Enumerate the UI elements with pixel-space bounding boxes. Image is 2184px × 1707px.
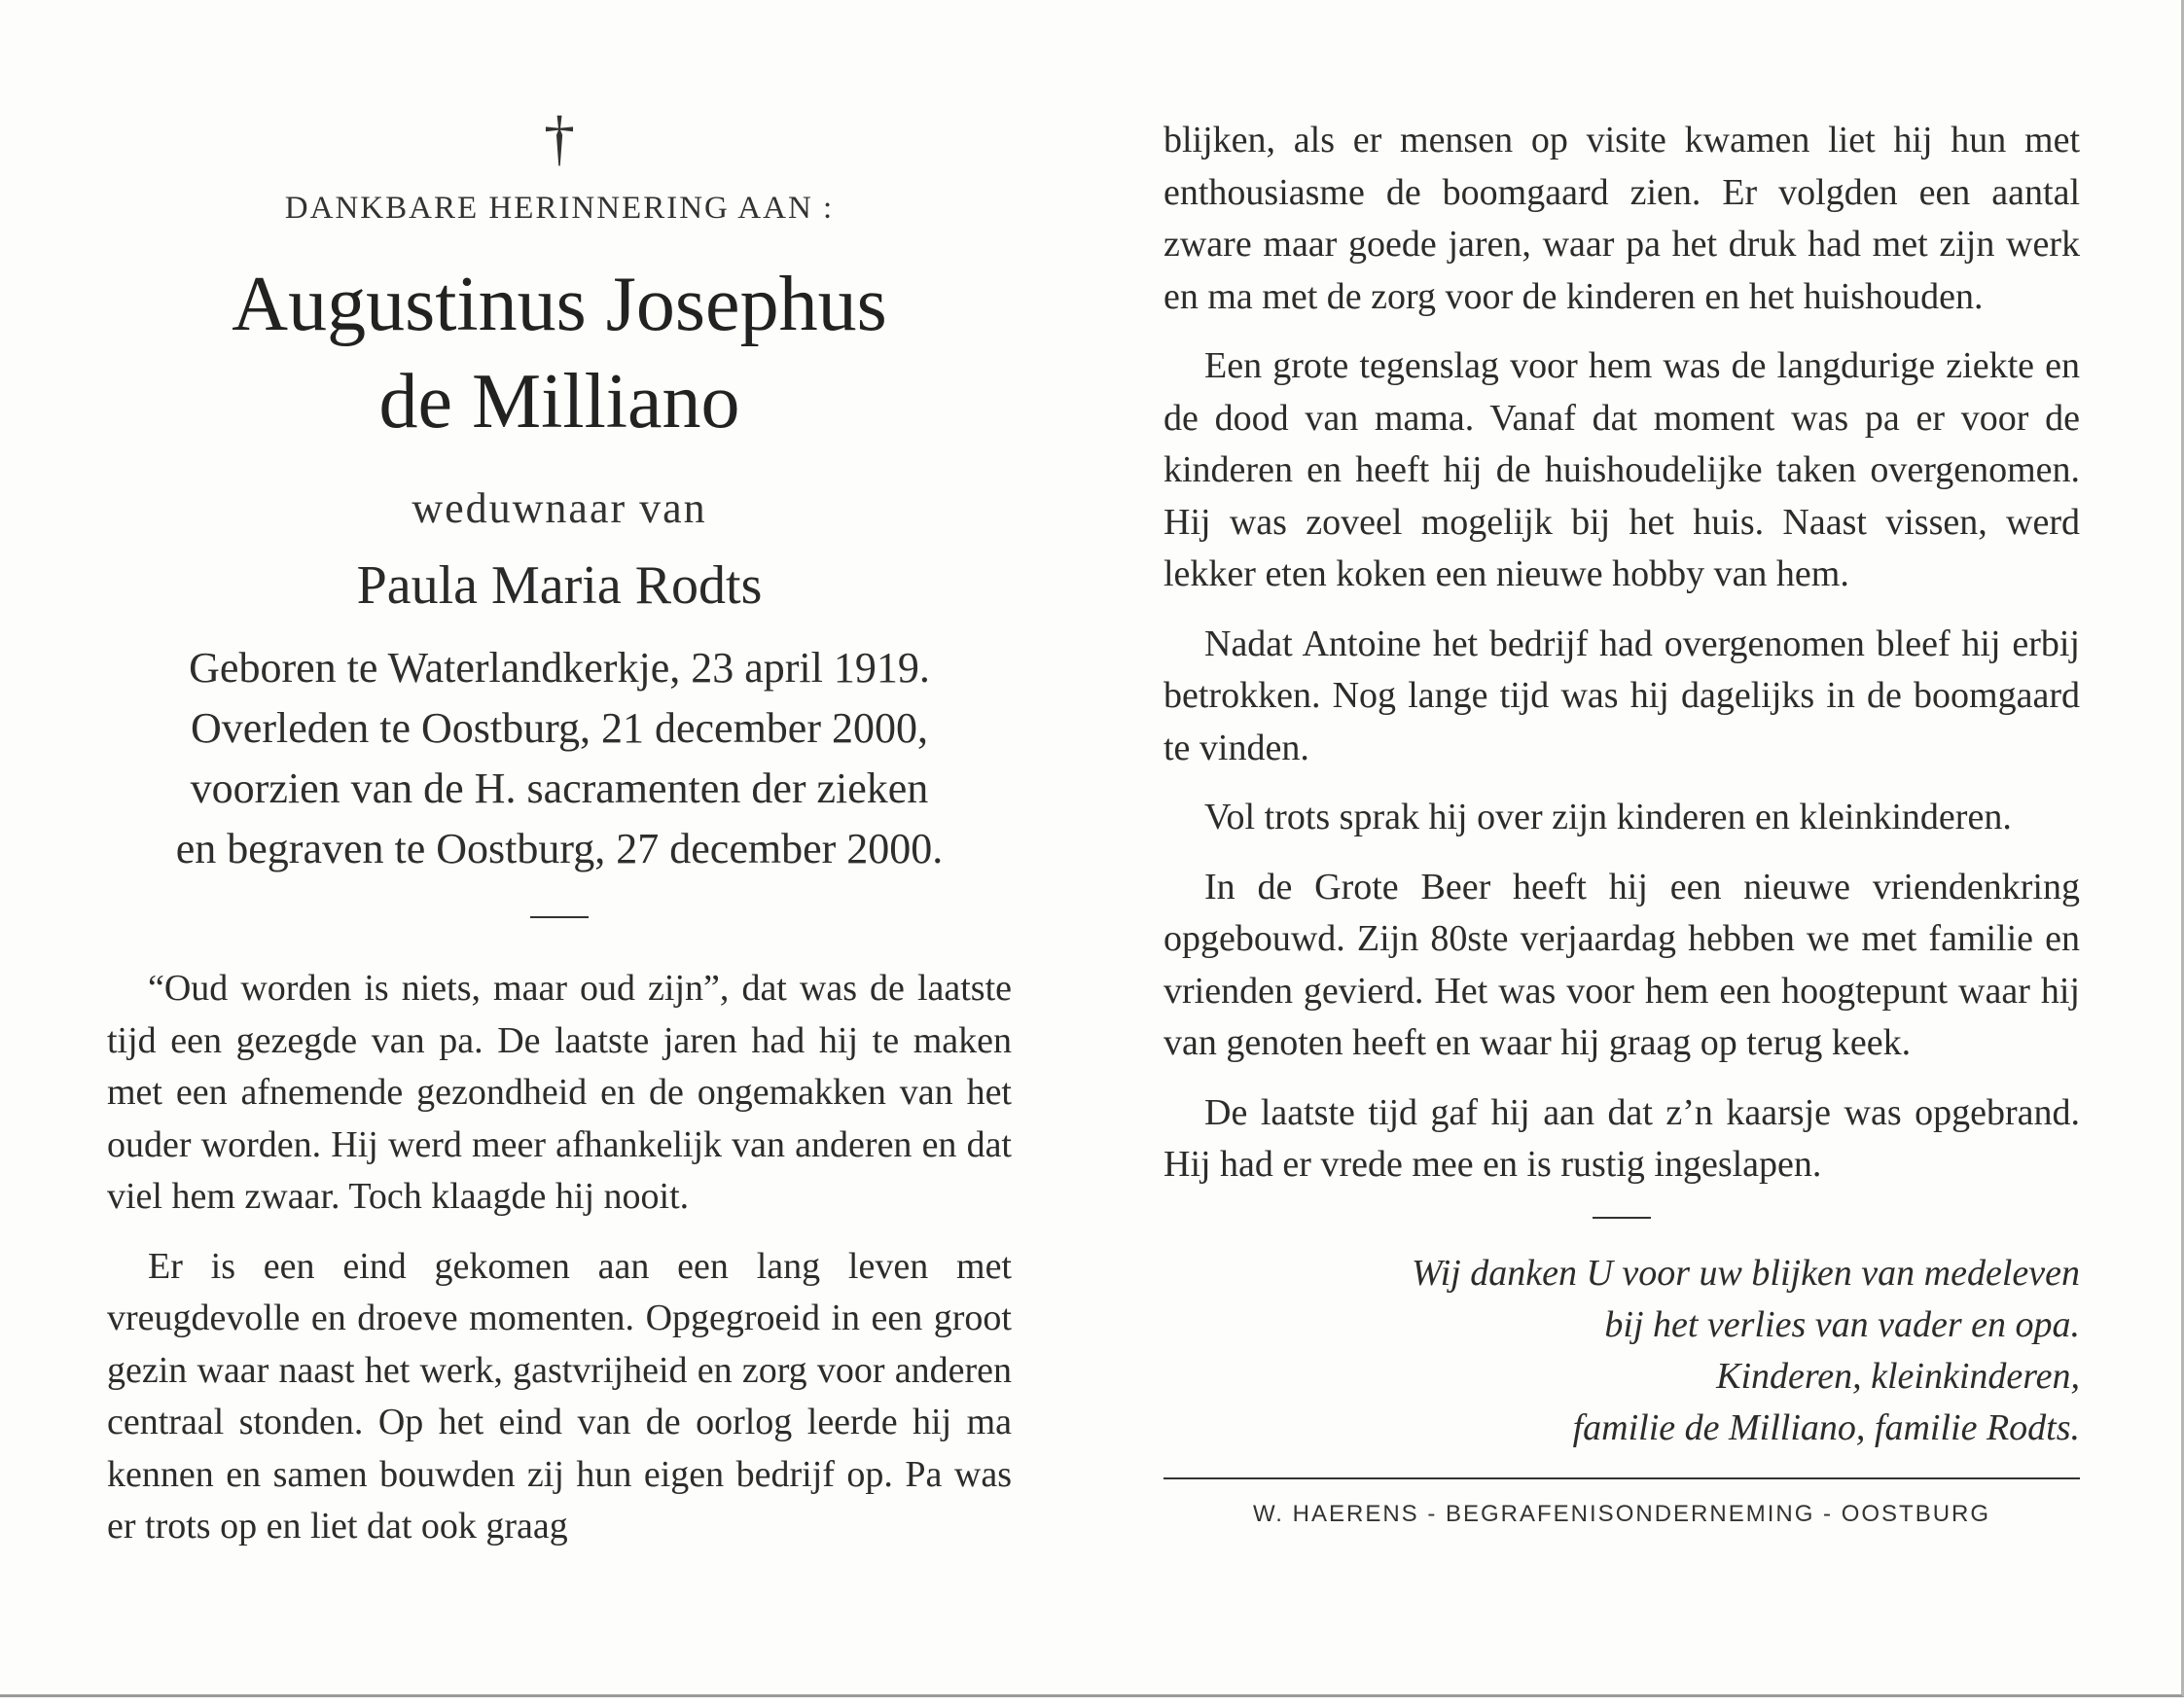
right-paragraph-2: Een grote tegenslag voor hem was de langdurige ziekte en de dood van mama. Vanaf dat moment was pa er voor de kinderen en heeft hij de huishoudelijke taken overgenomen. Hij was zoveel mogelijk bij het huis. Naast vissen, werd lekker eten koken een nieuwe hobby van hem. [1164, 345, 2080, 594]
funeral-home-imprint: W. HAERENS - BEGRAFENISONDERNEMING - OOSTBURG [1252, 1500, 1991, 1527]
death-line: Overleden te Oostburg, 21 december 2000, [191, 704, 928, 752]
burial-line: en begraven te Oostburg, 27 december 2000. [175, 825, 944, 872]
right-paragraph-4: Vol trots sprak hij over zijn kinderen en kleinkinderen. [1204, 797, 2012, 837]
spouse-name: Paula Maria Rodts [356, 555, 763, 616]
life-dates [107, 638, 1012, 879]
thanks-line-3: Kinderen, kleinkinderen, [1716, 1355, 2080, 1397]
thanks-block [1164, 1248, 2080, 1454]
right-column [1164, 115, 2080, 1528]
thanks-line-1: Wij danken U voor uw blijken van medeleven [1412, 1252, 2080, 1294]
remembrance-heading: DANKBARE HERINNERING AAN : [284, 191, 835, 226]
thanks-line-4: familie de Milliano, familie Rodts. [1572, 1406, 2080, 1448]
left-paragraph-1: “Oud worden is niets, maar oud zijn”, dat was de laatste tijd een gezegde van pa. De laatste jaren had hij te maken met een afnemende gezondheid en de ongemakken van het ouder worden. Hij werd meer afhankelijk van anderen en dat viel hem zwaar. Toch klaagde hij nooit. [107, 968, 1012, 1217]
left-paragraph-2: Er is een eind gekomen aan een lang leven met vreugdevolle en droeve momenten. Opgegroeid in een groot gezin waar naast het werk, gastvrijheid en zorg voor anderen centraal stonden. Op het eind van de oorlog leerde hij ma kennen en samen bouwden zij hun eigen bedrijf op. Pa was er trots op en liet dat ook graag [107, 1245, 1012, 1547]
right-paragraph-5: In de Grote Beer heeft hij een nieuwe vriendenkring opgebouwd. Zijn 80ste verjaardag hebben we met familie en vrienden gevierd. Het was voor hem een hoogtepunt waar hij van genoten heeft en waar hij graag op terug keek. [1164, 866, 2080, 1063]
divider [1593, 1217, 1651, 1219]
deceased-name-line-1: Augustinus Josephus [232, 262, 887, 347]
right-paragraph-6: De laatste tijd gaf hij aan dat z’n kaarsje was opgebrand. Hij had er vrede mee en is rustig ingeslapen. [1164, 1091, 2080, 1185]
widower-label: weduwnaar van [412, 484, 707, 532]
left-column [107, 103, 1012, 1571]
right-paragraph-1: blijken, als er mensen op visite kwamen liet hij hun met enthousiasme de boomgaard zien. Er volgden een aantal zware maar goede jaren, waar pa het druk had met zijn werk en ma met de zorg voor de kinderen en het huishouden. [1164, 120, 2080, 317]
deceased-name-line-2: de Milliano [378, 359, 740, 445]
birth-line: Geboren te Waterlandkerkje, 23 april 1919. [189, 644, 930, 692]
bottom-divider [1164, 1477, 2080, 1479]
divider [530, 916, 589, 918]
sacraments-line: voorzien van de H. sacramenten der zieken [190, 765, 929, 812]
right-paragraph-3: Nadat Antoine het bedrijf had overgenomen bleef hij erbij betrokken. Nog lange tijd was hij dagelijks in de boomgaard te vinden. [1164, 622, 2080, 768]
thanks-line-2: bij het verlies van vader en opa. [1604, 1303, 2080, 1345]
cross-icon: † [544, 103, 575, 172]
